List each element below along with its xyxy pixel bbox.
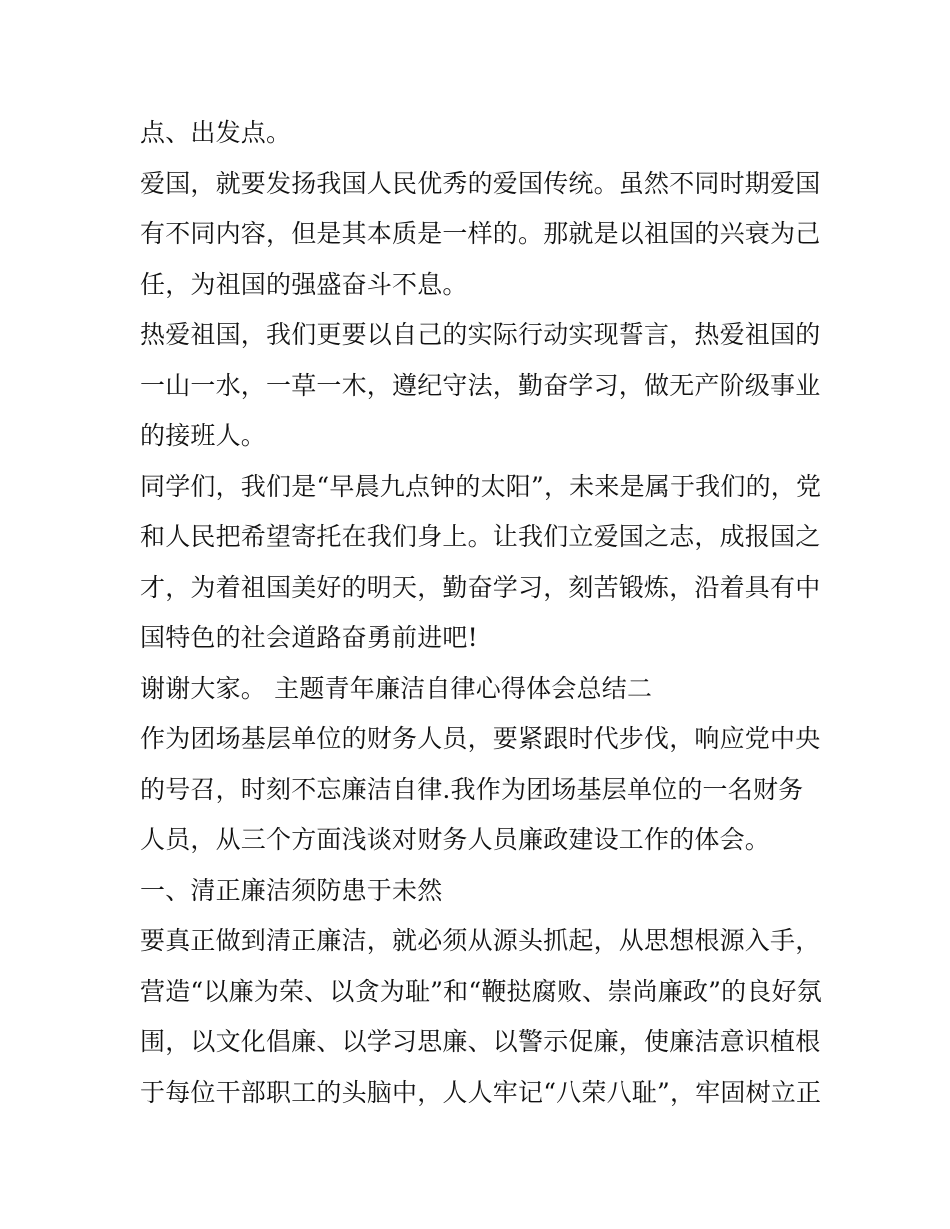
text-line: 营造“以廉为荣、以贪为耻”和“鞭挞腐败、崇尚廉政”的良好氛 — [140, 976, 822, 1006]
text-line: 的接班人。 — [140, 421, 267, 450]
text-line: 要真正做到清正廉洁，就必须从源头抓起，从思想根源入手， — [140, 926, 821, 955]
text-line: 有不同内容，但是其本质是一样的。那就是以祖国的兴衰为己 — [140, 219, 821, 248]
text-line: 爱国，就要发扬我国人民优秀的爱国传统。虽然不同时期爱国 — [140, 168, 821, 198]
section-title-line: 谢谢大家。 主题青年廉洁自律心得体会总结二 — [140, 673, 653, 703]
text-line: 热爱祖国，我们更要以自己的实际行动实现誓言，热爱祖国的 — [140, 320, 821, 349]
document-body — [140, 108, 820, 1118]
text-line: 的号召，时刻不忘廉洁自律.我作为团场基层单位的一名财务 — [140, 774, 804, 804]
text-line: 于每位干部职工的头脑中，人人牢记“八荣八耻”，牢固树立正 — [140, 1077, 822, 1107]
text-line: 一山一水，一草一木，遵纪守法，勤奋学习，做无产阶级事业 — [140, 370, 821, 400]
text-line: 和人民把希望寄托在我们身上。让我们立爱国之志，成报国之 — [140, 522, 821, 551]
text-line: 同学们，我们是“早晨九点钟的太阳”，未来是属于我们的，党 — [140, 471, 822, 501]
text-line: 点、出发点。 — [140, 118, 292, 147]
section-heading-line: 一、清正廉洁须防患于未然 — [140, 875, 443, 905]
text-line: 作为团场基层单位的财务人员，要紧跟时代步伐，响应党中央 — [140, 724, 821, 753]
text-line: 任，为祖国的强盛奋斗不息。 — [140, 269, 468, 299]
text-line: 国特色的社会道路奋勇前进吧! — [140, 623, 478, 652]
text-line: 围，以文化倡廉、以学习思廉、以警示促廉，使廉洁意识植根 — [140, 1027, 821, 1056]
text-line: 才，为着祖国美好的明天，勤奋学习，刻苦锻炼，沿着具有中 — [140, 572, 821, 602]
text-line: 人员，从三个方面浅谈对财务人员廉政建设工作的体会。 — [140, 825, 771, 854]
